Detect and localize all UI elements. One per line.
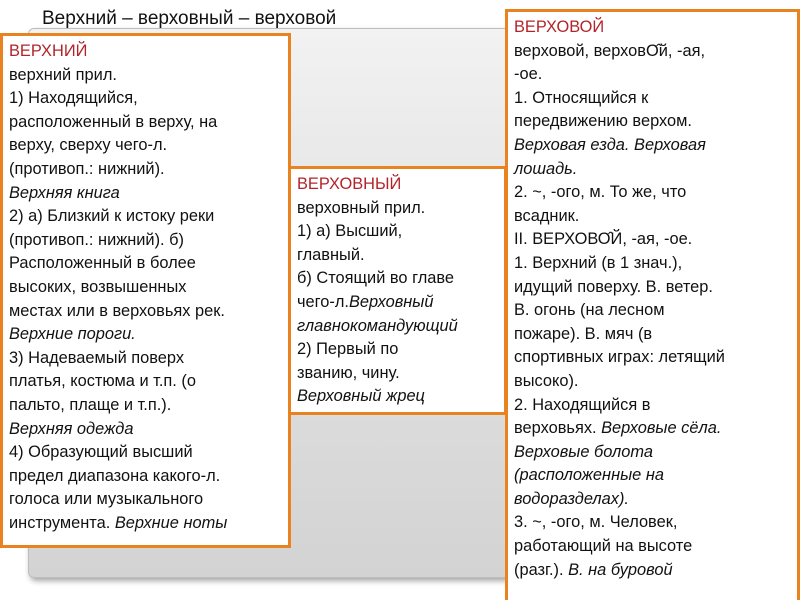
verkhniy-definition-box: [0, 33, 291, 548]
definition-line: голоса или музыкального: [9, 490, 204, 509]
definition-line: верховный прил.: [297, 198, 426, 217]
definition-line: верховой, верховО̂й, -ая,: [514, 41, 706, 60]
definition-line: б) Стоящий во главе: [297, 269, 455, 288]
definition-line: верху, сверху чего-л.: [9, 136, 168, 155]
definition-line: пальто, плаще и т.п.).: [9, 395, 172, 414]
example-text: В. на буровой: [568, 560, 673, 579]
definition-line: работающий на высоте: [514, 537, 693, 556]
example-text: Верхние ноты: [114, 513, 228, 532]
definition-line: верхний прил.: [9, 65, 117, 84]
example-text: Верховный: [348, 292, 434, 311]
definition-line: передвижению верхом.: [514, 112, 692, 131]
definition-line: званию, чину.: [297, 363, 400, 382]
definition-line: 2. Находящийся в: [514, 395, 651, 414]
definition-line: В. огонь (на лесном: [514, 301, 665, 320]
definition-text: верховьях.: [514, 419, 602, 438]
verkhovnyy-heading: ВЕРХОВНЫЙ: [297, 175, 402, 193]
example-line: Верховный жрец: [297, 387, 425, 406]
definition-line: (противоп.: нижний). б): [9, 230, 184, 249]
definition-line: 1) Находящийся,: [9, 89, 138, 108]
verkhovoy-definition-box: [505, 9, 800, 600]
definition-line: 2. ~, -ого, м. То же, что: [514, 183, 687, 202]
definition-line: (противоп.: нижний).: [9, 159, 165, 178]
example-line: Верхняя одежда: [9, 419, 134, 438]
definition-line: расположенный в верху, на: [9, 112, 218, 131]
definition-line: 1. Верхний (в 1 знач.),: [514, 253, 683, 272]
definition-line: 3) Надеваемый поверх: [9, 348, 185, 367]
definition-line: высоко).: [514, 371, 579, 390]
definition-text: чего-л.: [297, 292, 349, 311]
definition-line: высоких, возвышенных: [9, 277, 187, 296]
example-line: (расположенные на: [514, 466, 664, 485]
definition-line: II. ВЕРХОВО̂Й, -ая, -ое.: [514, 230, 693, 249]
definition-line: Расположенный в более: [9, 254, 196, 273]
definition-line: 2) Первый по: [297, 340, 399, 359]
example-line: Верхняя книга: [9, 183, 120, 202]
definition-text: инструмента.: [9, 513, 115, 532]
definition-line-mixed: [514, 417, 797, 441]
definition-line: 1) а) Высший,: [297, 222, 403, 241]
definition-line-mixed: [514, 559, 797, 583]
example-line: лошадь.: [514, 159, 578, 178]
verkhniy-heading: ВЕРХНИЙ: [9, 42, 88, 60]
definition-line: местах или в верховьях рек.: [9, 301, 225, 320]
definition-line: спортивных играх: летящий: [514, 348, 725, 367]
definition-line: 2) а) Близкий к истоку реки: [9, 207, 215, 226]
verkhovoy-heading: ВЕРХОВОЙ: [514, 18, 605, 36]
example-line: Верховая езда. Верховая: [514, 135, 706, 154]
example-line: Верховые болота: [514, 442, 653, 461]
definition-line: главный.: [297, 245, 365, 264]
example-line: водоразделах).: [514, 489, 629, 508]
definition-text: (разг.).: [514, 560, 569, 579]
definition-line: -ое.: [514, 65, 543, 84]
definition-line: идущий поверху. В. ветер.: [514, 277, 713, 296]
slide-title: Верхний – верховный – верховой: [42, 8, 337, 29]
definition-line: платья, костюма и т.п. (о: [9, 372, 196, 391]
verkhovnyy-definition-box: [288, 166, 507, 415]
definition-line: 4) Образующий высший: [9, 443, 193, 462]
definition-line: предел диапазона какого-л.: [9, 466, 221, 485]
definition-line: пожаре). В. мяч (в: [514, 324, 653, 343]
definition-line-mixed: [9, 512, 288, 536]
definition-line-mixed: [297, 291, 504, 315]
example-line: Верхние пороги.: [9, 325, 136, 344]
example-line: главнокомандующий: [297, 316, 458, 335]
example-text: Верховые сёла.: [601, 419, 722, 438]
definition-line: 1. Относящийся к: [514, 88, 649, 107]
definition-line: всадник.: [514, 206, 580, 225]
definition-line: 3. ~, -ого, м. Человек,: [514, 513, 678, 532]
